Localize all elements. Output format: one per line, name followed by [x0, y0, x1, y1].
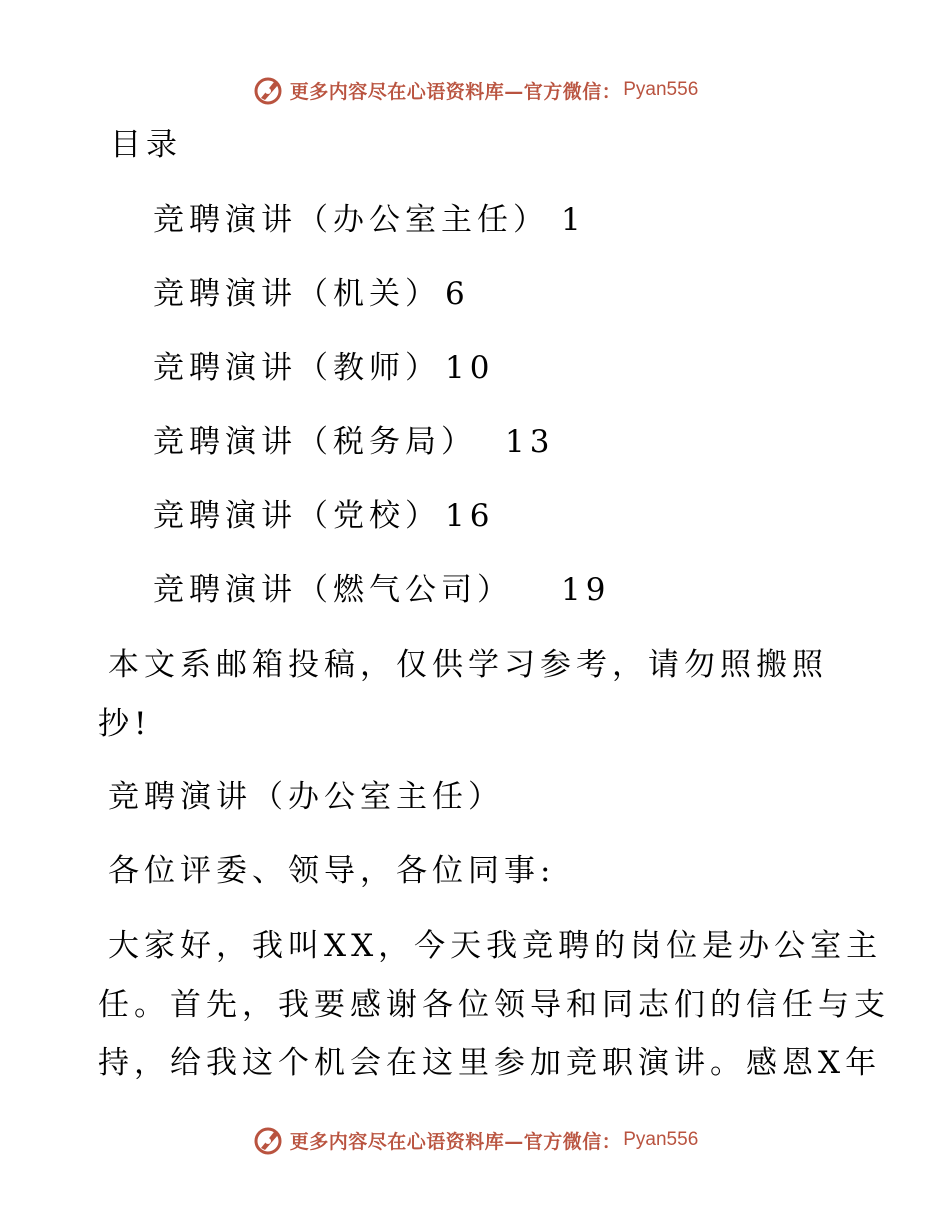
- toc-item[interactable]: [153, 496, 494, 536]
- toc-item[interactable]: [153, 274, 470, 314]
- pen-circle-logo-icon: [252, 1124, 284, 1156]
- toc-item[interactable]: [153, 348, 494, 388]
- pen-circle-logo-icon: [252, 74, 284, 106]
- greeting: 各位评委、领导，各位同事:: [108, 853, 556, 889]
- toc-item[interactable]: [153, 570, 610, 610]
- toc-title: 目录: [110, 127, 182, 163]
- banner-text: 更多内容尽在心语资料库—官方微信：: [289, 1130, 622, 1153]
- toc-item-label: 竞聘演讲（教师）: [153, 350, 441, 386]
- toc-item-label: 竞聘演讲（机关）: [153, 276, 441, 312]
- banner-text: 更多内容尽在心语资料库—官方微信：: [289, 80, 622, 103]
- toc-item-label: 竞聘演讲（办公室主任）: [153, 202, 549, 238]
- toc-item-page: 1: [561, 202, 586, 238]
- toc-item[interactable]: [153, 200, 586, 240]
- toc-item-label: 竞聘演讲（税务局）: [153, 424, 477, 460]
- header-banner: [0, 70, 950, 110]
- paragraph-line: 任。首先，我要感谢各位领导和同志们的信任与支: [98, 987, 890, 1023]
- toc-item-label: 竞聘演讲（燃气公司）: [153, 572, 513, 608]
- toc-item-page: 13: [505, 424, 555, 460]
- toc-item-page: 10: [445, 350, 495, 386]
- notice-line-1: 本文系邮箱投稿，仅供学习参考，请勿照搬照: [108, 647, 828, 683]
- toc-item-page: 19: [561, 572, 611, 608]
- footer-banner: [0, 1120, 950, 1160]
- toc-item-page: 16: [445, 498, 495, 534]
- paragraph-line: 持，给我这个机会在这里参加竞职演讲。感恩X年: [98, 1045, 882, 1081]
- paragraph-line: 大家好，我叫XX，今天我竞聘的岗位是办公室主: [108, 928, 883, 964]
- notice-line-2: 抄!: [98, 706, 152, 742]
- toc-item-page: 6: [445, 276, 470, 312]
- banner-wechat-id: Pyan556: [623, 79, 699, 100]
- section-heading: 竞聘演讲（办公室主任）: [108, 779, 504, 815]
- banner-wechat-id: Pyan556: [623, 1129, 699, 1150]
- toc-item[interactable]: [153, 422, 554, 462]
- toc-item-label: 竞聘演讲（党校）: [153, 498, 441, 534]
